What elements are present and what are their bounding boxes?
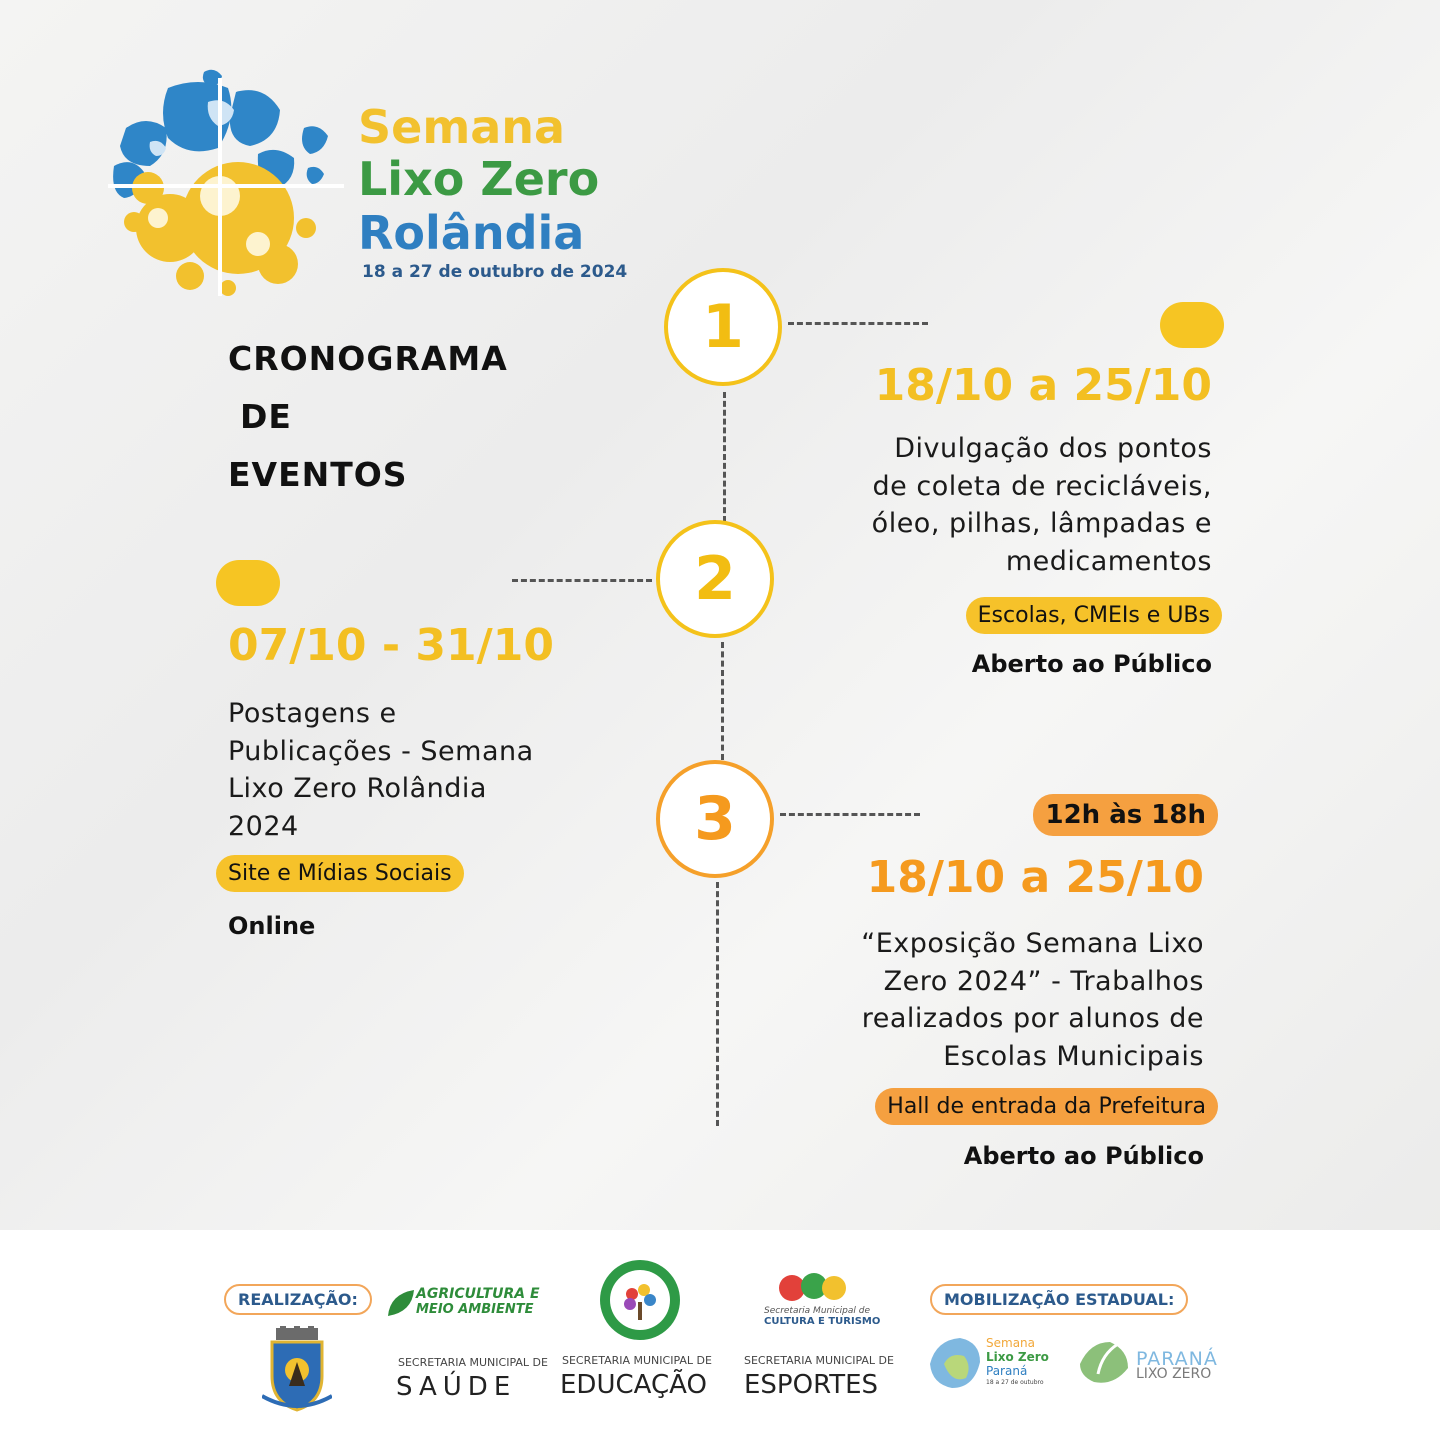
leaf-icon <box>386 1288 416 1318</box>
page-title-line1: CRONOGRAMA <box>228 339 508 378</box>
parana-line1: Semana <box>986 1336 1036 1350</box>
mobilizacao-label: MOBILIZAÇÃO ESTADUAL: <box>930 1284 1188 1315</box>
logo-title-lixo-zero: Lixo Zero <box>358 152 600 206</box>
step-2-audience: Online <box>228 912 316 940</box>
sports-dept-caption: SECRETARIA MUNICIPAL DE <box>744 1354 894 1367</box>
step-1-date: 18/10 a 25/10 <box>874 360 1212 411</box>
step-2-description <box>228 695 534 845</box>
parana-map-icon <box>926 1334 984 1392</box>
step-1-desc-line: Divulgação dos pontos <box>894 433 1212 464</box>
agriculture-line1: AGRICULTURA E <box>416 1286 540 1302</box>
sports-dept-name: ESPORTES <box>744 1370 879 1400</box>
timeline-connector-2-3 <box>721 642 724 760</box>
step-3-desc-line: “Exposição Semana Lixo <box>861 928 1204 959</box>
step-3-location-badge: Hall de entrada da Prefeitura <box>875 1088 1218 1125</box>
social-assistance-seal-icon <box>598 1258 682 1346</box>
semana-lixo-zero-parana-logo <box>926 1332 1066 1394</box>
education-dept-caption: SECRETARIA MUNICIPAL DE <box>562 1354 712 1367</box>
parana-leaf-icon <box>1078 1334 1132 1388</box>
culture-dept-logo <box>760 1270 881 1330</box>
health-dept-caption: SECRETARIA MUNICIPAL DE <box>398 1356 548 1369</box>
step-1-circle: 1 <box>664 268 782 386</box>
parana-line3: Paraná <box>986 1364 1028 1378</box>
step-3-circle: 3 <box>656 760 774 878</box>
step-2-location-badge: Site e Mídias Sociais <box>216 855 464 892</box>
parana-lixo-zero-line1: PARANÁ <box>1136 1348 1218 1370</box>
step-1-location-badge: Escolas, CMEIs e UBs <box>966 597 1222 634</box>
step-2-marker <box>216 560 280 606</box>
logo-date-range: 18 a 27 de outubro de 2024 <box>362 262 628 282</box>
timeline-connector-3-end <box>716 882 719 1126</box>
timeline-branch-1 <box>788 322 928 325</box>
timeline-branch-3 <box>780 813 920 816</box>
step-3-desc-line: realizados por alunos de <box>861 1003 1204 1034</box>
step-3-desc-line: Escolas Municipais <box>943 1040 1204 1072</box>
agriculture-dept-logo <box>386 1282 540 1322</box>
event-logo <box>108 68 348 300</box>
step-2-desc-line: Publicações - Semana <box>228 735 534 767</box>
step-3-description <box>861 925 1204 1075</box>
parana-lixo-zero-logo <box>1078 1334 1228 1390</box>
logo-title-rolandia: Rolândia <box>358 206 585 260</box>
parana-line2: Lixo Zero <box>986 1350 1049 1364</box>
parana-line4: 18 a 27 de outubro <box>986 1379 1044 1386</box>
page-title <box>228 330 508 504</box>
step-1-desc-line: medicamentos <box>1005 545 1212 577</box>
page-title-line2: DE <box>240 397 292 436</box>
realizacao-label: REALIZAÇÃO: <box>224 1284 372 1315</box>
culture-line1: Secretaria Municipal de <box>764 1306 871 1316</box>
step-3-desc-line: Zero 2024” - Trabalhos <box>883 965 1204 997</box>
timeline-branch-2 <box>512 579 652 582</box>
city-coat-of-arms-icon <box>262 1326 332 1418</box>
step-3-date: 18/10 a 25/10 <box>866 852 1204 903</box>
parana-lixo-zero-line2: LIXO ZERO <box>1136 1366 1212 1382</box>
step-3-audience: Aberto ao Público <box>963 1142 1204 1170</box>
step-2-desc-line: 2024 <box>228 810 299 842</box>
step-2-desc-line: Postagens e <box>228 698 397 729</box>
logo-title-semana: Semana <box>358 100 566 154</box>
culture-bubbles-icon <box>778 1270 848 1304</box>
timeline-connector-1-2 <box>723 392 726 522</box>
step-2-circle: 2 <box>656 520 774 638</box>
education-dept-name: EDUCAÇÃO <box>560 1370 707 1400</box>
step-2-desc-line: Lixo Zero Rolândia <box>228 773 487 804</box>
culture-line2: CULTURA E TURISMO <box>764 1316 881 1327</box>
page-title-line3: EVENTOS <box>228 455 408 494</box>
health-dept-name: SAÚDE <box>396 1372 517 1402</box>
step-3-time-badge: 12h às 18h <box>1033 794 1218 836</box>
agriculture-line2: MEIO AMBIENTE <box>416 1302 534 1317</box>
step-1-audience: Aberto ao Público <box>971 650 1212 678</box>
logo-bubbles-icon <box>108 68 348 300</box>
step-1-desc-line: de coleta de recicláveis, <box>872 470 1212 502</box>
step-1-desc-line: óleo, pilhas, lâmpadas e <box>871 508 1212 539</box>
step-1-marker <box>1160 302 1224 348</box>
step-2-date: 07/10 - 31/10 <box>228 620 554 671</box>
step-1-description <box>872 430 1212 580</box>
